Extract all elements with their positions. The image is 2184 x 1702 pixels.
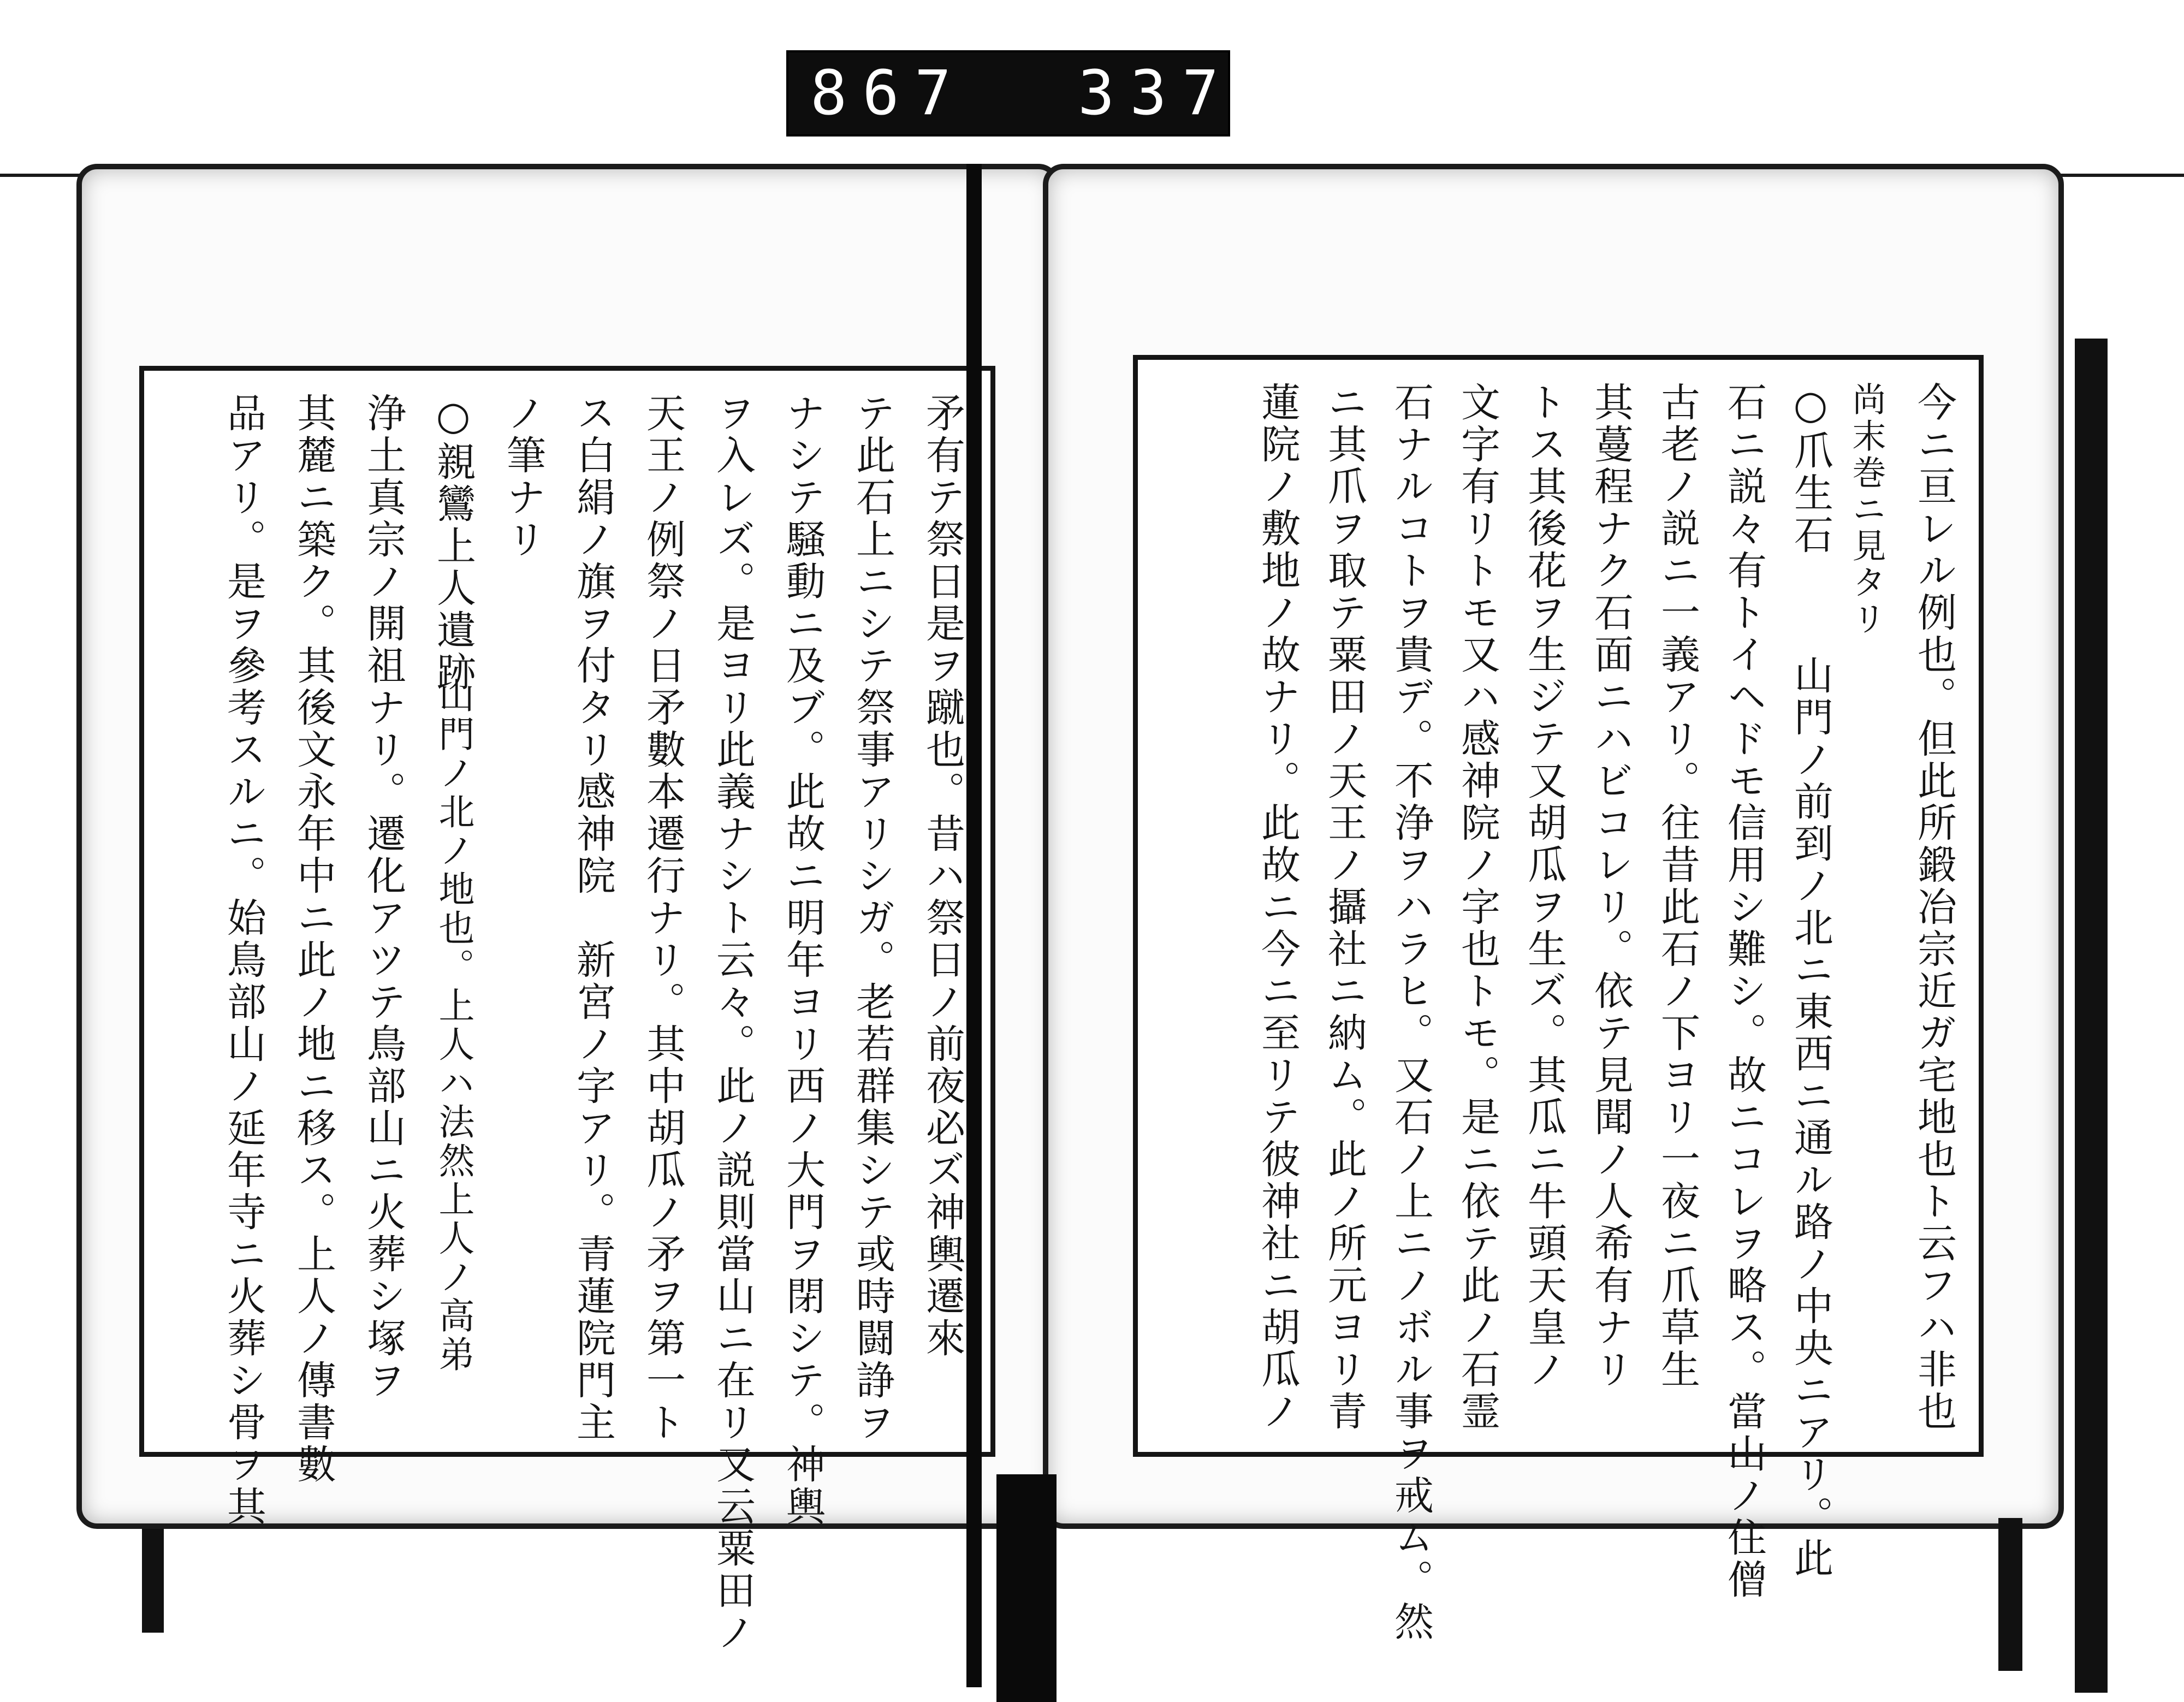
section-heading: ○親鸞上人遺跡 — [430, 393, 476, 693]
text-column: ニ其爪ヲ取テ粟田ノ天王ノ攝社ニ納ム。此ノ所元ヨリ青 — [1321, 382, 1367, 1433]
text-column: 浄土真宗ノ開祖ナリ。遷化アツテ鳥部山ニ火葬シ塚ヲ — [360, 393, 406, 1402]
text-column: ヲ入レズ。是ヨリ此義ナシト云々。此ノ説則當山ニ在リ又云粟田ノ — [710, 393, 756, 1654]
open-book — [76, 164, 2053, 1654]
label-left-number: 867 — [810, 58, 967, 129]
text-column: 天王ノ例祭ノ日矛數本遷行ナリ。其中胡瓜ノ矛ヲ第一ト — [640, 393, 686, 1444]
text-column: 其麓ニ築ク。其後文永年中ニ此ノ地ニ移ス。上人ノ傳書數 — [290, 393, 336, 1486]
right-edge-shadow — [2075, 339, 2108, 1693]
catalog-label — [786, 50, 1286, 137]
text-column: ノ筆ナリ — [500, 393, 546, 561]
text-column: ス白絹ノ旗ヲ付タリ感神院 新宮ノ字アリ。青蓮院門主 — [570, 393, 616, 1444]
right-tab-shadow — [1998, 1518, 2022, 1671]
text-column: 矛有テ祭日是ヲ蹴也。昔ハ祭日ノ前夜必ズ神輿遷來 — [919, 393, 965, 1360]
inline-note: 山門ノ北ノ地也。上人ハ法然上人ノ高弟 — [432, 677, 474, 1374]
left-text-frame — [139, 366, 995, 1654]
right-text-frame — [1133, 355, 1984, 1643]
text-column: 山門ノ前到ノ北ニ東西ニ通ル路ノ中央ニアリ。此 — [1788, 655, 1833, 1580]
right-page — [1043, 164, 2064, 1643]
text-column: 古老ノ説ニ一義アリ。往昔此石ノ下ヨリ一夜ニ爪草生 — [1654, 382, 1700, 1391]
text-column: ナシテ騒動ニ及ブ。此故ニ明年ヨリ西ノ大門ヲ閉シテ。神輿 — [780, 393, 826, 1528]
text-column: 文字有リトモ又ハ感神院ノ字也トモ。是ニ依テ此ノ石霊 — [1455, 382, 1500, 1433]
text-column: 石ナルコトヲ貴デ。不浄ヲハラヒ。又石ノ上ニノボル事ヲ戒ム。然 — [1388, 382, 1434, 1643]
text-column: 石ニ説々有トイヘドモ信用シ難シ。故ニコレヲ略ス。當山ノ住僧 — [1721, 382, 1767, 1601]
text-column: 尚末巻ニ見タリ — [1847, 382, 1886, 638]
text-column: 今ニ亘レル例也。但此所鍛冶宗近ガ宅地也ト云フハ非也 — [1911, 382, 1957, 1433]
text-column: テ此石上ニシテ祭事アリシガ。老若群集シテ或時闘諍ヲ — [850, 393, 895, 1444]
text-column: トス其後花ヲ生ジテ又胡瓜ヲ生ズ。其瓜ニ牛頭天皇ノ — [1521, 382, 1567, 1391]
text-column: 其蔓程ナク石面ニハビコレリ。依テ見聞ノ人希有ナリ — [1588, 382, 1634, 1391]
text-column: 品アリ。是ヲ參考スルニ。始鳥部山ノ延年寺ニ火葬シ骨ヲ其 — [221, 393, 266, 1528]
section-heading: ○爪生石 — [1788, 382, 1833, 556]
center-gutter — [966, 164, 982, 1687]
label-right-number: 337. — [1078, 58, 1286, 129]
left-page — [76, 164, 1059, 1654]
spine-strip — [996, 1474, 1057, 1702]
text-column: 蓮院ノ敷地ノ故ナリ。此故ニ今ニ至リテ彼神社ニ胡瓜ノ — [1255, 382, 1301, 1433]
